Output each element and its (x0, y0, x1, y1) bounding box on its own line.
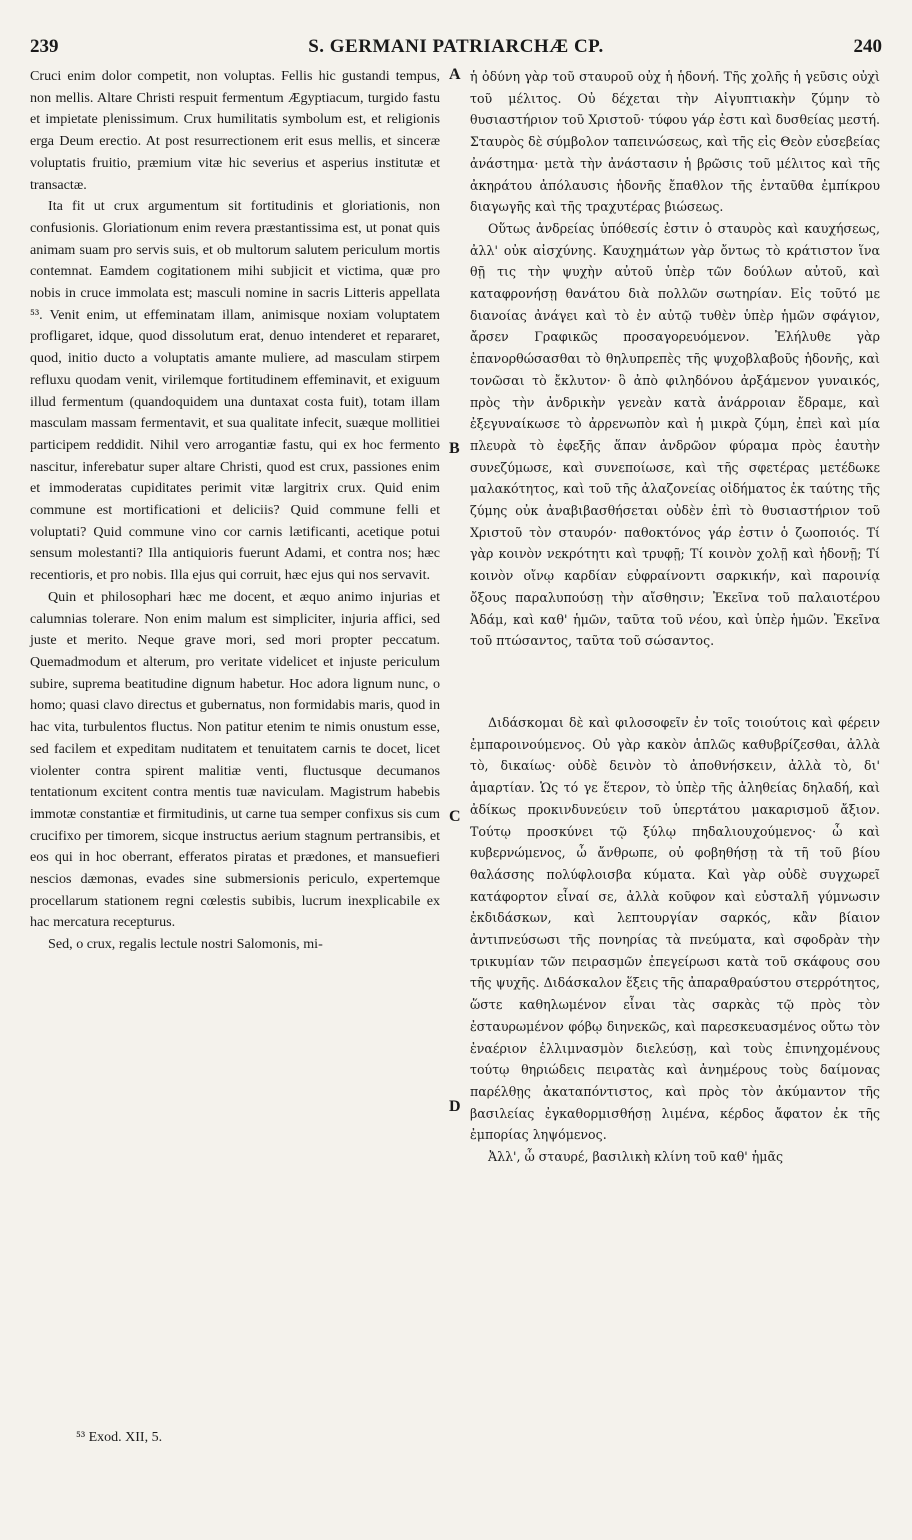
page-number-left: 239 (30, 36, 59, 57)
footnote: ⁵³ Exod. XII, 5. (76, 1430, 163, 1445)
greek-column (470, 66, 880, 1168)
latin-paragraph: Cruci enim dolor competit, non voluptas. Fellis hic gustandi tempus, non mellis. Altare Christi respuit fermentum Ægyptiacum, turgido fastu et impietate plenissimum. Crux humilitatis symbolum est, et religionis erga Deum erectio. At post resurrectionem erit esus mellis, et sinceræ voluptatis fruitio, præmium vitæ hic severius et asperius institutæ et transactæ. (30, 68, 440, 193)
margin-marker-b: B (449, 440, 460, 457)
running-title: S. GERMANI PATRIARCHÆ CP. (308, 36, 604, 57)
column-gap (470, 652, 880, 712)
running-header (30, 36, 882, 62)
greek-paragraph: ἡ ὀδύνη γὰρ τοῦ σταυροῦ οὐχ ἡ ἡδονή. Τῆς χολῆς ἡ γεῦσις οὐχὶ τοῦ μέλιτος. Οὐ δέχεται τὴν Αἰγυπτιακὴν ζύμην τὸ θυσιαστήριον τοῦ Χριστοῦ· τύφου γάρ ἐστι καὶ δυσθείας μεστή. Σταυρὸς δὲ σύμβολον ταπεινώσεως, καὶ τῆς εἰς Θεὸν εὐσεβείας ἀνάστημα· μετὰ τὴν ἀνάστασιν ἡ βρῶσις τοῦ μέλιτος καὶ τῆς ἀκηράτου ἀπόλαυσις ἡδονῆς ἔπαθλον τῆς ἐνταῦθα ἐμπίκρου διαγωγῆς καὶ τῆς τραχυτέρας βιώσεως. (470, 69, 880, 215)
page-number-right: 240 (853, 36, 882, 57)
greek-paragraph: Οὕτως ἀνδρείας ὑπόθεσίς ἐστιν ὁ σταυρὸς καὶ καυχήσεως, ἀλλ' οὐκ αἰσχύνης. Καυχημάτων γὰρ ὄντως τὸ κράτιστον ἵνα θῇ τις τὴν ψυχὴν αὐτοῦ ὑπὲρ τῶν δούλων αὐτοῦ, καὶ καταφρονήσῃ θανάτου διὰ πολλῶν σωτηρίαν. Εἰς τοῦτό με διανοίας ἀνάγει καὶ τὸ ἐν αὐτῷ τυθὲν ὑπὲρ ἡμῶν σφάγιον, ἄρσεν Γραφικῶς προσαγορευόμενον. Ἐλήλυθε γὰρ ἐπανορθώσασθαι τὸ θηλυπρεπὲς τῆς ψυχοβλαβοῦς ἡδονῆς, καὶ τονῶσαι τὸ ἔκλυτον· ὃ ἀπὸ φιληδόνου ἀρξάμενον γυναικός, πρὸς τὴν ἀνδρικὴν γενεὰν κατὰ ἀνάρροιαν ἔδραμε, καὶ ἐξεγυναίκωσε τὸ ἀρρενωπὸν καὶ ἡ μικρὰ ζύμη, ἐπεὶ καὶ μία πλευρὰ τὸ ἐφεξῆς ἅπαν ἀνδρῶον φύραμα πρὸς ἑαυτὴν συνεζύμωσε, καὶ συνεποίωσε, καὶ τῆς σφετέρας μετέδωκε μαλακότητος, καὶ τοῦ τῆς ἀλαζονείας οἰδήματος ἐκ ταύτης τῆς ζύμης οὐκ ἀναβιβασθήσεται οὐδὲν ἐπὶ τὸ θυσιαστήριον τοῦ Χριστοῦ τὸν σταυρόν· παθοκτόνος γάρ ἐστιν ὁ ζωοποιός. Τί γὰρ κοινὸν νεκρότητι καὶ τρυφῇ; Τί κοινὸν χολῇ καὶ ἡδονῇ; Τί κοινὸν οἴνῳ καρδίαν εὐφραίνοντι σαρκικήν, καὶ παροινίᾳ ὄξους παραλυπούσῃ τὴν αἴσθησιν; Ἐκεῖνα τοῦ παλαιοτέρου Ἀδάμ, καὶ καθ' ἡμῶν, ταῦτα τοῦ νέου, καὶ ὑπὲρ ἡμῶν. Ἐκεῖνα τοῦ πτώσαντος, ταῦτα τοῦ σώσαντος. (470, 220, 880, 649)
latin-column (30, 66, 440, 956)
margin-marker-c: C (449, 808, 461, 825)
margin-marker-d: D (449, 1098, 461, 1115)
margin-marker-a: A (449, 66, 461, 83)
greek-paragraph: Ἀλλ', ὦ σταυρέ, βασιλικὴ κλίνη τοῦ καθ' ἡμᾶς (488, 1149, 784, 1165)
latin-paragraph: Quin et philosophari hæc me docent, et æquo animo injurias et calumnias tolerare. Non enim malum est simpliciter, injuria affici, sed juste et merito. Neque grave mori, sed mori propter peccatum. Quemadmodum et alterum, pro veritate videlicet et injuste periculum subire, suprema beatitudine dignum habetur. Hoc adora lignum nunc, o homo; quasi clavo directus et gubernatus, non formidabis maris, quod in hac vita, turbulentos fluctus. Non patitur etenim te nimis onustum esse, sed facilem et expeditam nuditatem et tenuitatem carnis te docet, licet violenter contra spirent malitiæ venti, fluctusque decumanos tentationum excitent contra mentis tuæ naviculam. Magistrum habebis immotæ constantiæ et firmitudinis, ut carne tua semper confixus sis cum crucifixo per timorem, sicque instructus aerium stagnum pertransibis, et eos qui in hoc oberrant, efferatos piratas et prædones, et mansuefieri nescios dæmonas, evades sine submersionis periculo, expertemque procellarum stationem regni cœlestis subibis, lucrum inexplicabile ex hac mercatura recepturus. (30, 588, 440, 931)
latin-paragraph: Ita fit ut crux argumentum sit fortitudinis et gloriationis, non confusionis. Gloriationum enim revera præstantissima est, ut ponat quis animam suam pro servis suis, et ob multorum salutem periculum mortis contemnat. Eamdem cogitationem mihi subjicit et victima, quæ pro nobis in cruce immolata est; masculi nomine in sacris Litteris appellata ⁵³. Venit enim, ut effeminatam illam, animisque noxiam voluptatem profligaret, idque, quod dissolutum erat, denuo intenderet et repararet, quod, initio ducto a voluptatis amante muliere, ad masculam stirpem refluxu quodam venit, virilemque fortitudinem effeminavit, et exiguum illud fermentum (quandoquidem una duntaxat costa fuit), totam illam masculam massam fermentavit, et sua qualitate infecit, suæque mollitiei participem reddidit. Nihil vero arrogantiæ fastu, qui ex hoc fermento nascitur, inferebatur super altare Christi, quod est crux, passiones enim et immoderatas cupiditates perimit vitæ largitrix crux. Quid enim commune est mortificationi et deliciis? Quid commune felli et voluptati? Quid commune vino cor carnis lætificanti, acetique potui sensum molestanti? Illa antiquioris fuerunt Adami, et contra nos; hæc recentioris, et pro nobis. Illa ejus qui corruit, hæc ejus qui nos servavit. (30, 198, 440, 584)
greek-paragraph: Διδάσκομαι δὲ καὶ φιλοσοφεῖν ἐν τοῖς τοιούτοις καὶ φέρειν ἐμπαροινούμενος. Οὐ γὰρ κακὸν ἁπλῶς καθυβρίζεσθαι, ἀλλὰ τὸ, δικαίως· οὐδὲ δεινὸν τὸ ἀποθνήσκειν, ἀλλὰ τὸ, δι' ἁμαρτίαν. Ὡς τό γε ἕτερον, τὸ ὑπὲρ τῆς ἀληθείας δηλαδή, καὶ ἀδίκως προκινδυνεύειν τοῦ ὑπερτάτου μακαρισμοῦ ἄξιον. Τούτῳ προσκύνει τῷ ξύλῳ πηδαλιουχούμενος· ὦ καὶ κυβερνώμενος, ὦ ἄνθρωπε, οὐ φοβηθήσῃ τὰ τῆ τοῦ βίου θαλάσσης πολύφλοισβα κύματα. Καὶ γὰρ οὐδὲ συγχωρεῖ κατάφορτον εἶναί σε, ἀλλὰ κοῦφον καὶ εὐσταλῆ γύμνωσιν ἐκδιδάσκων, καὶ λεπτουργίαν σαρκός, κἂν βίαιον ἀντιπνεύσωσι τῆς πονηρίας τὰ πνεύματα, καὶ σφοδρὰν τὴν τρικυμίαν τῶν πειρασμῶν ἐπεγείρωσι κατὰ τοῦ σκάφους σου τῆς ψυχῆς. Διδάσκαλον ἕξεις τῆς ἀπαραθραύστου στερρότητος, ὥστε καθηλωμένον εἶναι τὰς σαρκὰς τῷ πρὸς τὸν ἐσταυρωμένον φόβῳ διηνεκῶς, καὶ παρεσκευασμένος οὕτω τὸν ἐναέριον ἐλλιμνασμὸν διελεύσῃ, καὶ τοὺς ἐπινηχομένους τούτῳ θηριώδεις πειρατὰς καὶ ἀνημέρους τοὺς δαίμονας παρέλθῃς ἀκαταπόντιστος, καὶ πρὸς τὸν ἀκύμαντον τῆς βασιλείας ἐγκαθορμισθήσῃ λιμένα, κέρδος ἄφατον ἐκ τῆς ἐμπορίας ληψόμενος. (470, 714, 880, 1143)
latin-paragraph: Sed, o crux, regalis lectule nostri Salomonis, mi- (48, 936, 323, 953)
